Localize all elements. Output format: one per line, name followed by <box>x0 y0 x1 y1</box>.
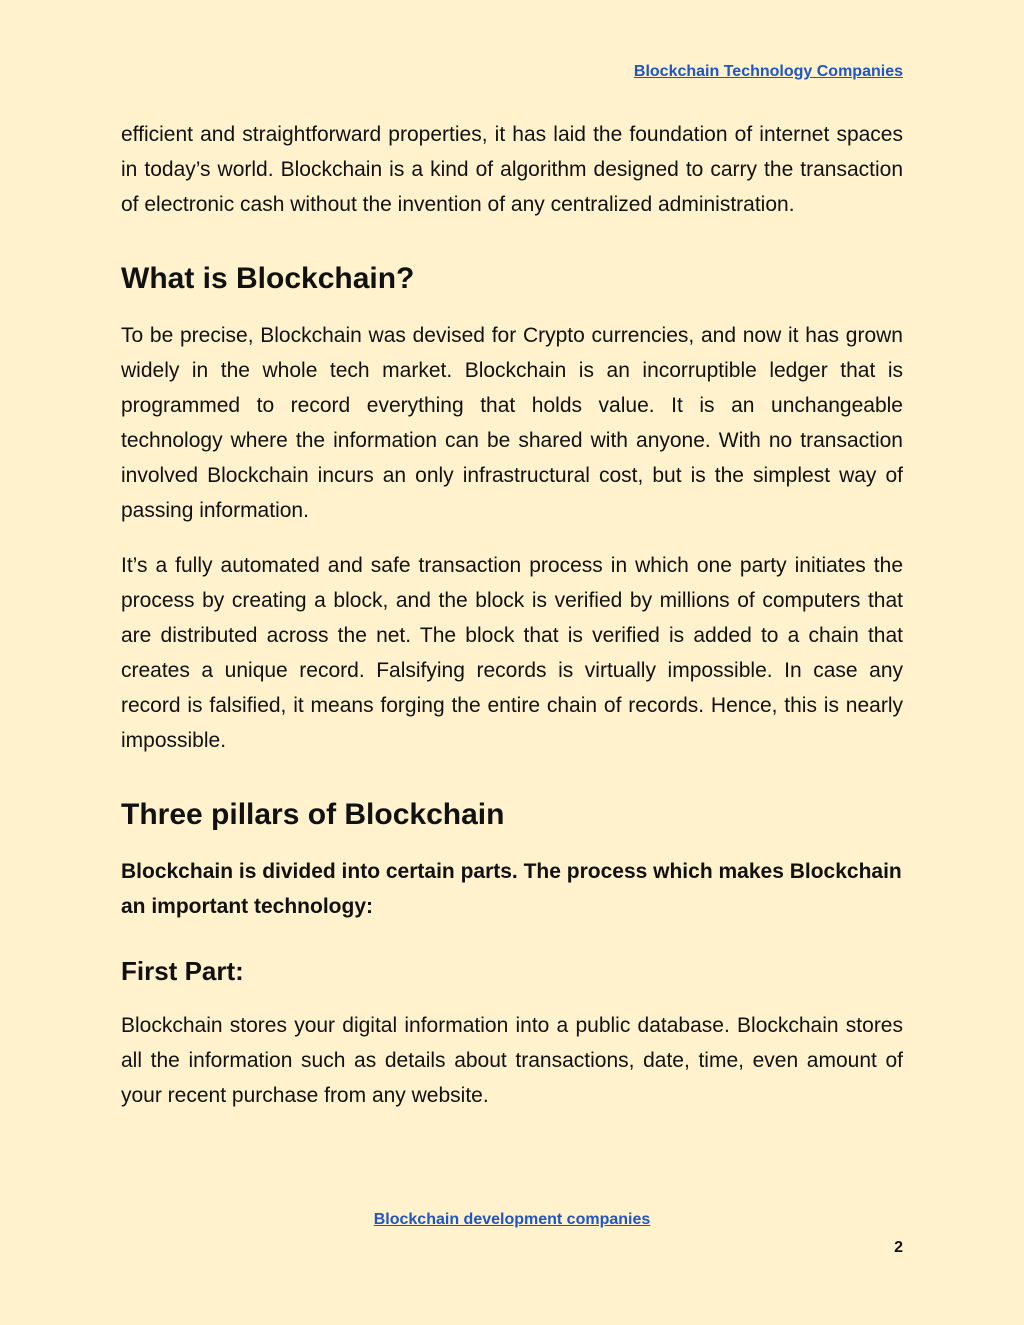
footer <box>0 1211 1024 1229</box>
what-paragraph-1: To be precise, Blockchain was devised for Crypto currencies, and now it has grown widely in the whole tech market. Blockchain is an incorruptible ledger that is programmed to record everything that holds value. It is an unchangeable technology where the information can be shared with anyone. With no transaction involved Blockchain incurs an only infrastructural cost, but is the simplest way of passing information. <box>121 324 903 522</box>
header-link-blockchain-technology-companies[interactable]: Blockchain Technology Companies <box>633 63 903 80</box>
pillars-intro-bold: Blockchain is divided into certain parts. The process which makes Blockchain an important technology: <box>121 860 902 918</box>
page-content <box>121 117 903 1133</box>
heading-three-pillars: Three pillars of Blockchain <box>121 798 505 831</box>
heading-first-part: First Part: <box>121 956 244 986</box>
footer-link-blockchain-development-companies[interactable]: Blockchain development companies <box>373 1211 651 1228</box>
heading-what-is-blockchain: What is Blockchain? <box>121 262 415 295</box>
intro-paragraph: efficient and straightforward properties, it has laid the foundation of internet spaces in today’s world. Blockchain is a kind of algorithm designed to carry the transaction of electronic cash without the invention of any centralized administration. <box>121 123 903 216</box>
what-paragraph-2: It’s a fully automated and safe transaction process in which one party initiates the process by creating a block, and the block is verified by millions of computers that are distributed across the net. The block that is verified is added to a chain that creates a unique record. Falsifying records is virtually impossible. In case any record is falsified, it means forging the entire chain of records. Hence, this is nearly impossible. <box>121 554 903 752</box>
first-part-paragraph: Blockchain stores your digital information into a public database. Blockchain stores all the information such as details about transactions, date, time, even amount of your recent purchase from any website. <box>121 1014 903 1107</box>
page-number: 2 <box>894 1239 903 1256</box>
